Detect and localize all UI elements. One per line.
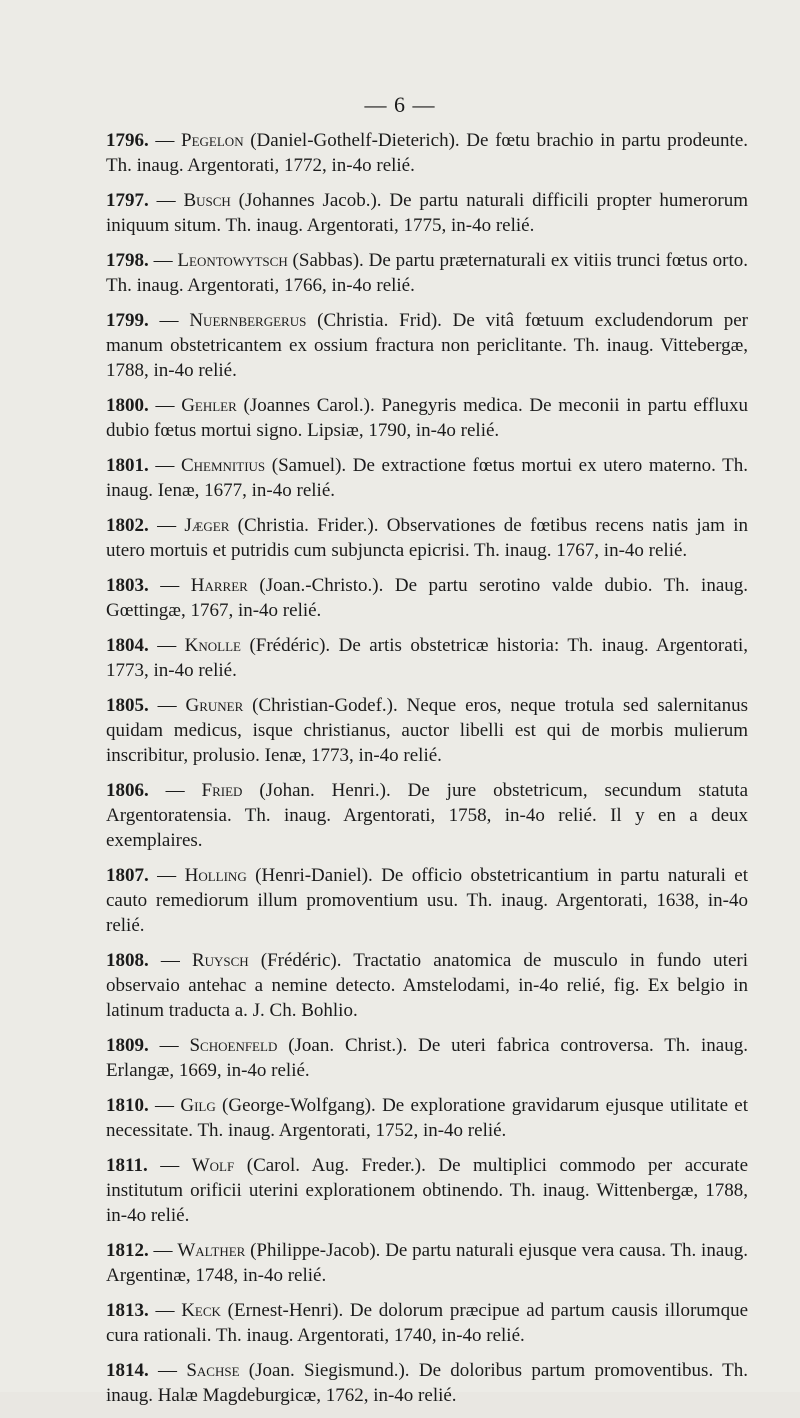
catalogue-entry xyxy=(106,308,748,383)
entry-number: 1809. xyxy=(106,1035,149,1056)
catalogue-entry xyxy=(106,188,748,238)
entry-dash: — xyxy=(148,1240,178,1261)
entry-text: (Joannes Carol.). Panegyris medica. De meconii in partu effluxu dubio fœtus mortui signo. Lipsiæ, 1790, in-4o relié. xyxy=(106,395,748,441)
entry-author: Fried xyxy=(201,780,243,801)
entry-dash: — xyxy=(148,1300,182,1321)
entry-dash: — xyxy=(148,1035,190,1056)
entry-number: 1798. xyxy=(106,250,149,271)
entry-number: 1814. xyxy=(106,1360,149,1381)
entry-author: Harrer xyxy=(190,575,248,596)
entry-text: (Johannes Jacob.). De partu naturali difficili propter humerorum iniquum situm. Th. inaug. Argentorati, 1775, in-4o relié. xyxy=(106,190,748,236)
entry-author: Pegelon xyxy=(181,130,244,151)
entry-author: Leontowytsch xyxy=(177,250,288,271)
entry-text: (Daniel-Gothelf-Dieterich). De fœtu brachio in partu prodeunte. Th. inaug. Argentorati, 1772, in-4o relié. xyxy=(106,130,748,176)
entry-text: (Christian-Godef.). Neque eros, neque trotula sed salernitanus quidam medicus, isque christianus, auctor libelli est qui de morbis mulierum inscribitur, prolusio. Ienæ, 1773, in-4o relié. xyxy=(106,695,748,766)
entry-number: 1811. xyxy=(106,1155,148,1176)
entry-text: (Philippe-Jacob). De partu naturali ejusque vera causa. Th. inaug. Argentinæ, 1748, in-4o relié. xyxy=(106,1240,749,1286)
entry-author: Keck xyxy=(181,1300,221,1321)
entry-text: (Joan. Christ.). De uteri fabrica controversa. Th. inaug. Erlangæ, 1669, in-4o relié. xyxy=(106,1035,748,1081)
entry-text: (George-Wolfgang). De exploratione gravidarum ejusque utilitate et necessitate. Th. inaug. Argentorati, 1752, in-4o relié. xyxy=(106,1095,749,1141)
catalogue-entry xyxy=(106,573,748,623)
entry-author: Holling xyxy=(184,865,247,886)
entry-dash: — xyxy=(148,865,185,886)
catalogue-entry xyxy=(106,393,748,443)
entry-number: 1803. xyxy=(106,575,149,596)
entry-dash: — xyxy=(148,1360,187,1381)
entry-author: Ruysch xyxy=(191,950,249,971)
entry-dash: — xyxy=(148,950,192,971)
entry-author: Gehler xyxy=(181,395,237,416)
entry-text: (Ernest-Henri). De dolorum præcipue ad partum causis illorumque cura rationali. Th. inaug. Argentorati, 1740, in-4o relié. xyxy=(106,1300,748,1346)
catalogue-entry xyxy=(106,1033,748,1083)
entry-author: Gruner xyxy=(185,695,244,716)
catalogue-entry xyxy=(106,453,748,503)
entry-dash: — xyxy=(148,515,185,536)
page-number: — 6 — xyxy=(364,92,436,117)
entry-text: (Joan. Siegismund.). De doloribus partum promoventibus. Th. inaug. Halæ Magdeburgicæ, 1762, in-4o relié. xyxy=(106,1360,748,1406)
entry-text: (Johan. Henri.). De jure obstetricum, secundum statuta Argentoratensia. Th. inaug. Argentorati, 1758, in-4o relié. Il y en a deux exemplaires. xyxy=(106,780,748,851)
entry-author: Knolle xyxy=(184,635,241,656)
catalogue-entry xyxy=(106,633,748,683)
entry-number: 1801. xyxy=(106,455,149,476)
entry-number: 1805. xyxy=(106,695,149,716)
entry-number: 1807. xyxy=(106,865,149,886)
entry-dash: — xyxy=(148,695,186,716)
entry-number: 1804. xyxy=(106,635,149,656)
entry-text: (Frédéric). De artis obstetricæ historia: Th. inaug. Argentorati, 1773, in-4o relié. xyxy=(106,635,748,681)
entry-text: (Sabbas). De partu præternaturali ex vitiis trunci fœtus orto. Th. inaug. Argentorati, 1766, in-4o relié. xyxy=(106,250,748,296)
entry-text: (Joan.-Christo.). De partu serotino valde dubio. Th. inaug. Gœttingæ, 1767, in-4o relié. xyxy=(106,575,748,621)
entry-dash: — xyxy=(148,310,190,331)
catalogue-entry xyxy=(106,1238,748,1288)
entry-dash: — xyxy=(148,780,202,801)
entry-number: 1812. xyxy=(106,1240,149,1261)
entry-number: 1810. xyxy=(106,1095,149,1116)
entry-author: Schoenfeld xyxy=(189,1035,278,1056)
entry-author: Nuernbergerus xyxy=(189,310,307,331)
entry-number: 1808. xyxy=(106,950,149,971)
entry-number: 1813. xyxy=(106,1300,149,1321)
entry-dash: — xyxy=(148,1095,181,1116)
entry-author: Jæger xyxy=(184,515,230,536)
entry-text: (Henri-Daniel). De officio obstetricantium in partu naturali et cauto remediorum illum promoventium usu. Th. inaug. Argentorati, 1638, in-4o relié. xyxy=(106,865,748,936)
entry-dash: — xyxy=(148,575,191,596)
entry-dash: — xyxy=(148,455,181,476)
entry-dash: — xyxy=(148,635,185,656)
entry-dash: — xyxy=(147,1155,192,1176)
entry-author: Busch xyxy=(183,190,231,211)
catalogue-entry xyxy=(106,248,748,298)
catalogue-entry xyxy=(106,513,748,563)
catalogue-entry xyxy=(106,863,748,938)
catalogue-entry xyxy=(106,128,748,178)
entry-text: (Christia. Frider.). Observationes de fœtibus recens natis jam in utero mortuis et putridis cum subjuncta epicrisi. Th. inaug. 1767, in-4o relié. xyxy=(106,515,749,561)
entry-author: Chemnitius xyxy=(180,455,266,476)
catalogue-entry xyxy=(106,778,748,853)
catalogue-entry xyxy=(106,948,748,1023)
entry-text: (Frédéric). Tractatio anatomica de musculo in fundo uteri observaio antehac a nemine detecto. Amstelodami, in-4o relié, fig. Ex belgio in latinum traducta a. J. Ch. Bohlio. xyxy=(106,950,748,1021)
entry-author: Walther xyxy=(177,1240,246,1261)
entry-number: 1797. xyxy=(106,190,149,211)
entry-number: 1800. xyxy=(106,395,149,416)
entry-text: (Samuel). De extractione fœtus mortui ex utero materno. Th. inaug. Ienæ, 1677, in-4o relié. xyxy=(106,455,748,501)
catalogue-entry xyxy=(106,693,748,768)
entry-number: 1806. xyxy=(106,780,149,801)
entry-dash: — xyxy=(148,190,184,211)
entry-author: Wolf xyxy=(191,1155,235,1176)
entry-dash: — xyxy=(148,250,178,271)
entry-text: (Carol. Aug. Freder.). De multiplici commodo per accurate institutum orificii uterini explorationem obtinendo. Th. inaug. Wittenbergæ, 1788, in-4o relié. xyxy=(106,1155,748,1226)
catalogue-entry xyxy=(106,1093,748,1143)
catalogue-entry xyxy=(106,1298,748,1348)
entry-number: 1796. xyxy=(106,130,149,151)
catalogue-entries xyxy=(106,128,748,1418)
entry-dash: — xyxy=(148,130,182,151)
catalogue-entry xyxy=(106,1358,748,1408)
entry-number: 1799. xyxy=(106,310,149,331)
entry-text: (Christia. Frid). De vitâ fœtuum excludendorum per manum obstetricantem ex ossium fractura non periclitante. Th. inaug. Vittebergæ, 1788, in-4o relié. xyxy=(106,310,749,381)
entry-number: 1802. xyxy=(106,515,149,536)
entry-author: Sachse xyxy=(186,1360,240,1381)
entry-dash: — xyxy=(148,395,182,416)
catalogue-entry xyxy=(106,1153,748,1228)
entry-author: Gilg xyxy=(180,1095,216,1116)
